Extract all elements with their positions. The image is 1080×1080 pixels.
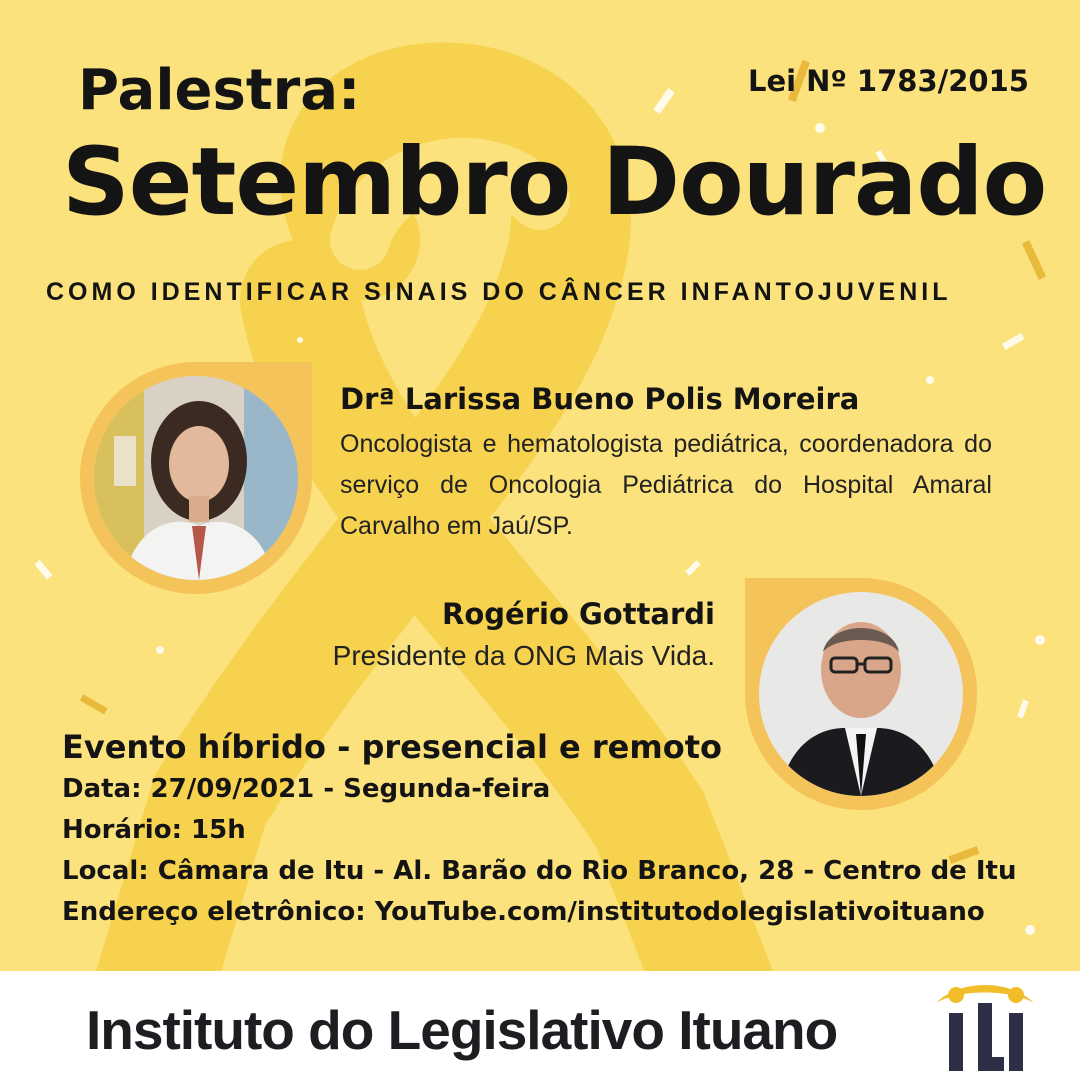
event-time: Horário: 15h	[62, 815, 246, 845]
speaker-1-photo	[94, 376, 298, 580]
speaker-2-photo-frame	[745, 578, 977, 810]
pre-title: Palestra:	[78, 58, 361, 123]
speaker-2-bio: Presidente da ONG Mais Vida.	[332, 640, 715, 671]
organization-name: Instituto do Legislativo Ituano	[86, 999, 838, 1061]
page-title: Setembro Dourado	[62, 128, 1047, 237]
speaker-1-photo-frame	[80, 362, 312, 594]
speaker-2-name: Rogério Gottardi	[442, 597, 715, 631]
footer	[0, 971, 1080, 1080]
ili-logo-icon	[930, 981, 1040, 1075]
subtitle: COMO IDENTIFICAR SINAIS DO CÂNCER INFANTOJUVENIL	[46, 278, 952, 306]
event-location: Local: Câmara de Itu - Al. Barão do Rio Branco, 28 - Centro de Itu	[62, 856, 1017, 886]
law-reference: Lei Nº 1783/2015	[748, 64, 1029, 98]
event-type: Evento híbrido - presencial e remoto	[62, 728, 722, 766]
event-date: Data: 27/09/2021 - Segunda-feira	[62, 774, 551, 804]
speaker-1-bio: Oncologista e hematologista pediátrica, coordenadora do serviço de Oncologia Pediátrica do Hospital Amaral Carvalho em Jaú/SP.	[340, 430, 992, 540]
speaker-2-photo	[759, 592, 963, 796]
event-online-address: Endereço eletrônico: YouTube.com/institutodolegislativoituano	[62, 897, 985, 927]
speaker-1-name: Drª Larissa Bueno Polis Moreira	[340, 382, 860, 416]
